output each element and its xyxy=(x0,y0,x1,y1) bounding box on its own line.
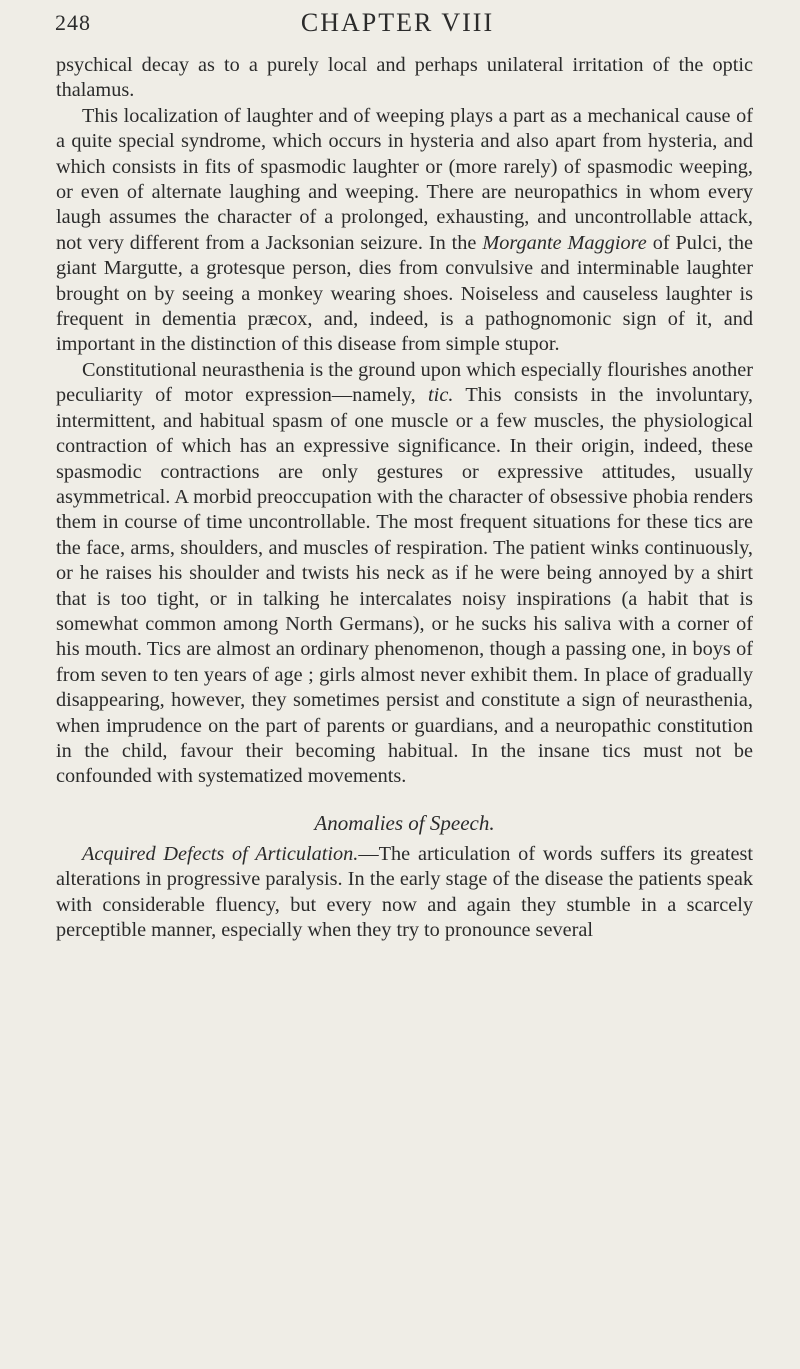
page-header xyxy=(55,6,740,50)
running-head: CHAPTER VIII xyxy=(300,8,495,37)
paragraph-text: psychical decay as to a purely local and perhaps unilateral irritation of the optic thalamus. xyxy=(56,54,753,102)
subsection-heading: Acquired Defects of Articulation. xyxy=(82,842,359,865)
paragraph-text: This localization of laughter and of weeping plays a part as a mechanical cause of a quite special syndrome, which occurs in hysteria and also apart from hysteria, and which consists in fits of spasmodic laughter or (more rarely) of spasmodic weeping, or even of alternate laughing and weeping. There are neuropathics in whom every laugh assumes the character of a prolonged, exhausting, and uncontrollable attack, not very different from a Jacksonian seizure. In the xyxy=(56,104,753,254)
paragraph-text: —The articulation of words suffers its greatest alterations in progressive paralysis. In the early stage of the disease the patients speak with considerable fluency, but every now and again they stumble in a scarcely perceptible manner, especially when they try to pronounce several xyxy=(56,842,753,941)
work-title: Morgante Maggiore xyxy=(482,231,647,254)
paragraph-text: This consists in the involuntary, intermittent, and habitual spasm of one muscle or a few muscles, the physiological contraction of which has an expressive significance. In their origin, indeed, these spasmodic contractions are only gestures or expressive attitudes, usually asymmetrical. A morbid preoccupation with the character of obsessive phobia renders them in course of time uncontrollable. The most frequent situations for these tics are the face, arms, shoulders, and muscles of respiration. The patient winks continuously, or he raises his shoulder and twists his neck as if he were being annoyed by a shirt that is too tight, or in talking he intercalates noisy inspirations (a habit that is somewhat common among North Germans), or he sucks his saliva with a corner of his mouth. Tics are almost an ordinary phenomenon, though a passing one, in boys of from seven to ten years of age ; girls almost never exhibit them. In place of gradually disappearing, however, they sometimes persist and constitute a sign of neurasthenia, when imprudence on the part of parents or guardians, and a neuropathic constitution in the child, favour their becoming habitual. In the insane tics must not be confounded with systematized movements. xyxy=(56,384,753,788)
paragraph-tic xyxy=(56,358,753,790)
section-heading: Anomalies of Speech. xyxy=(314,810,495,835)
body-text xyxy=(56,53,753,943)
term-tic: tic. xyxy=(428,384,454,407)
page-number: 248 xyxy=(55,10,91,35)
paragraph-articulation xyxy=(56,842,753,944)
paragraph-laughter xyxy=(56,104,753,358)
paragraph-text: Constitutional neurasthenia is the ground upon which especially flourishes another peculiarity of motor expression—namely, xyxy=(56,358,753,407)
paragraph-text: of Pulci, the giant Margutte, a grotesque person, dies from convulsive and interminable laughter brought on by seeing a monkey wearing shoes. Noiseless and causeless laughter is frequent in dementia præcox, and, indeed, is a pathognomonic sign of it, and important in the distinction of this disease from simple stupor. xyxy=(56,231,753,356)
paragraph-continued xyxy=(56,53,753,104)
